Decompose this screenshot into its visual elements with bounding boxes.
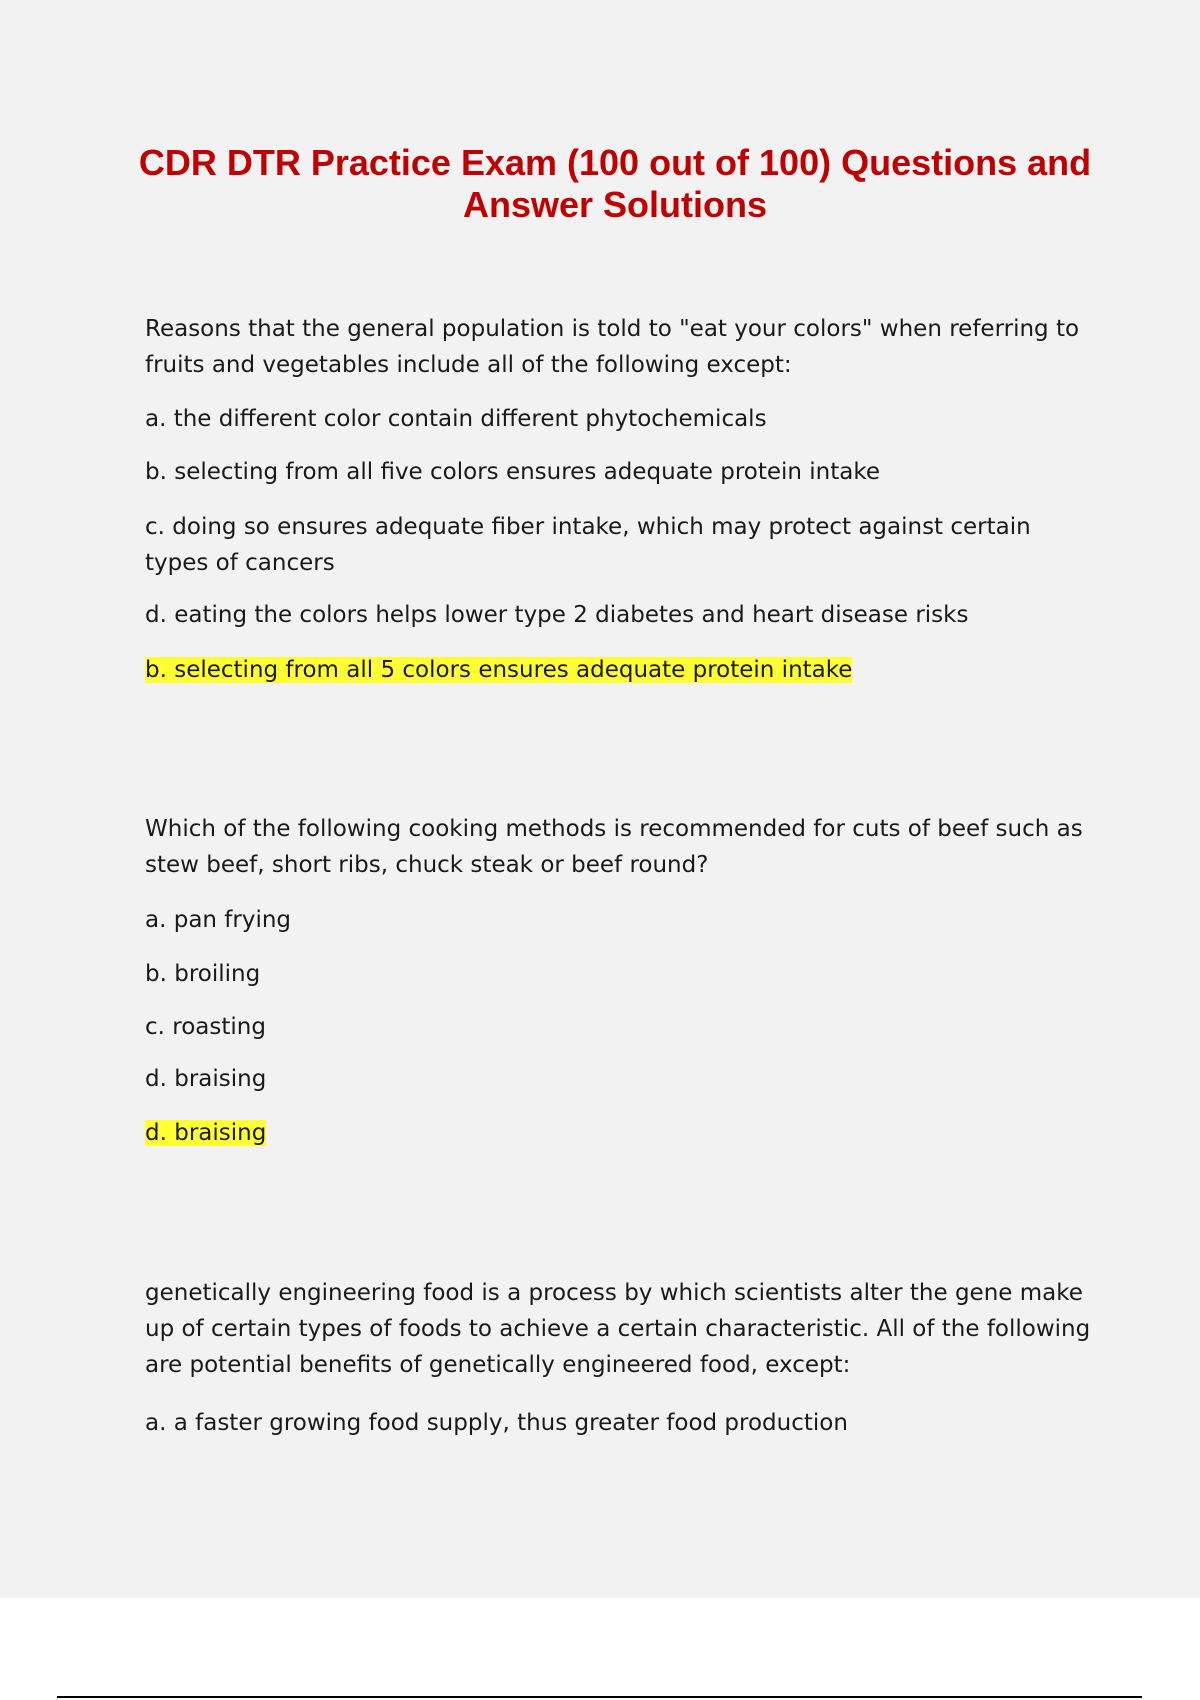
page-divider (57, 1696, 1142, 1698)
document-title: CDR DTR Practice Exam (100 out of 100) Questions and Answer Solutions (138, 142, 1092, 225)
question-1-option-a: a. the different color contain different phytochemicals (145, 406, 767, 432)
question-1-option-b: b. selecting from all five colors ensures adequate protein intake (145, 459, 881, 485)
question-2-text: Which of the following cooking methods is recommended for cuts of beef such as stew beef, short ribs, chuck steak or beef round? (145, 816, 1083, 878)
question-1-option-d: d. eating the colors helps lower type 2 diabetes and heart disease risks (145, 602, 969, 628)
question-2-option-c: c. roasting (145, 1014, 266, 1040)
question-1-answer-highlight: b. selecting from all 5 colors ensures adequate protein intake (145, 657, 853, 683)
question-1-option-c: c. doing so ensures adequate fiber intake, which may protect against certain types of cancers (145, 514, 1031, 576)
question-2-answer-highlight: d. braising (145, 1120, 267, 1146)
question-2-option-a: a. pan frying (145, 907, 292, 933)
question-2-option-b: b. broiling (145, 961, 261, 987)
question-2-option-d: d. braising (145, 1066, 267, 1092)
question-1-answer (145, 652, 852, 688)
question-2-answer (145, 1115, 266, 1151)
question-1-text: Reasons that the general population is told to "eat your colors" when referring to fruits and vegetables include all of the following except: (145, 316, 1080, 378)
question-3-text: genetically engineering food is a process by which scientists alter the gene make up of certain types of foods to achieve a certain characteristic. All of the following are potential benefits of genetically engineered food, except: (145, 1280, 1091, 1378)
question-3-option-a: a. a faster growing food supply, thus greater food production (145, 1410, 848, 1436)
